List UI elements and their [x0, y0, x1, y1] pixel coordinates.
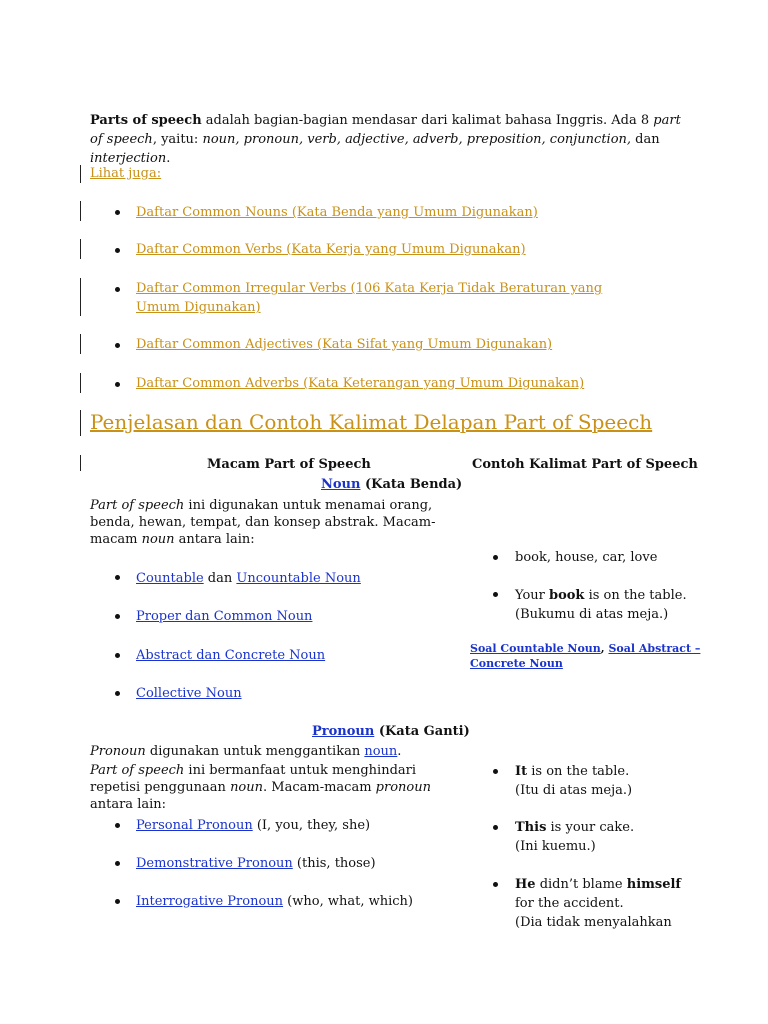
noun-item-countable	[136, 569, 361, 588]
table-header-col2: Contoh Kalimat Part of Speech	[472, 457, 698, 472]
see-also-item[interactable]: Daftar Common Adverbs (Kata Keterangan yang Umum Digunakan)	[136, 376, 585, 391]
pronoun-desc-text: .	[397, 744, 402, 759]
example-text: is on the table.	[527, 764, 630, 779]
bullet	[115, 823, 120, 828]
example-bold: He	[515, 877, 536, 892]
example-text: for the accident.	[515, 896, 624, 911]
countable-link[interactable]: Countable	[136, 571, 204, 586]
bullet	[493, 592, 498, 597]
pronoun-title-suffix: (Kata Ganti)	[374, 724, 470, 739]
pronoun-example-3	[515, 875, 715, 932]
section-heading[interactable]: Penjelasan dan Contoh Kalimat Delapan Part of Speech	[90, 410, 653, 434]
noun-title	[321, 477, 462, 492]
bullet	[115, 861, 120, 866]
noun-description	[90, 497, 450, 548]
pronoun-item-demonstrative	[136, 854, 376, 873]
bullet	[115, 210, 120, 215]
bullet	[115, 899, 120, 904]
intro-italic: interjection	[90, 151, 167, 166]
table-header-col1: Macam Part of Speech	[207, 457, 371, 472]
pronoun-title	[312, 724, 470, 739]
noun-desc-text: antara lain:	[174, 532, 255, 547]
intro-text: adalah bagian-bagian mendasar dari kalimat bahasa Inggris. Ada 8	[201, 113, 654, 128]
bullet	[115, 691, 120, 696]
bullet	[115, 575, 120, 580]
noun-desc-italic: noun	[141, 532, 175, 547]
margin-bar	[80, 410, 81, 436]
pronoun-desc-italic: pronoun	[375, 780, 431, 795]
pronoun-desc-text: digunakan untuk menggantikan	[145, 744, 365, 759]
noun-item-text: dan	[203, 571, 237, 586]
pronoun-desc-italic: Pronoun	[90, 744, 146, 759]
pronoun-example-1	[515, 762, 715, 800]
noun-title-suffix: (Kata Benda)	[360, 477, 463, 492]
personal-pronoun-link[interactable]: Personal Pronoun	[136, 818, 253, 833]
noun-inline-link[interactable]: noun	[364, 744, 398, 759]
soal-abstract-concrete-link[interactable]: Soal Abstract – Concrete Noun	[470, 642, 701, 670]
pronoun-desc-text: . Macam-macam	[263, 780, 376, 795]
noun-desc-text: ini digunakan untuk menamai orang, benda, hewan, tempat, dan konsep abstrak. Macam-macam	[90, 498, 436, 547]
margin-bar	[80, 373, 81, 393]
intro-text: , yaitu:	[152, 132, 203, 147]
noun-example-1: book, house, car, love	[515, 550, 658, 565]
margin-bar	[80, 278, 81, 316]
noun-link[interactable]: Noun	[321, 477, 361, 492]
example-bold: himself	[626, 877, 682, 892]
see-also-item[interactable]: Daftar Common Nouns (Kata Benda yang Umum Digunakan)	[136, 205, 538, 220]
pronoun-desc-italic: Part of speech	[90, 763, 185, 778]
pronoun-desc-text: ini bermanfaat untuk menghindari repetisi penggunaan	[90, 763, 417, 795]
example-text: Your	[515, 588, 549, 603]
pronoun-desc-text: antara lain:	[90, 797, 167, 812]
bullet	[493, 769, 498, 774]
example-translation: (Bukumu di atas meja.)	[515, 607, 669, 622]
collective-noun-link[interactable]: Collective Noun	[136, 686, 242, 701]
pronoun-item-interrogative	[136, 892, 413, 911]
example-bold: book	[549, 588, 585, 603]
bullet	[493, 882, 498, 887]
pronoun-item-text: (who, what, which)	[283, 894, 413, 909]
intro-italic: part of speech	[90, 113, 681, 147]
noun-exercise-links	[470, 641, 710, 671]
uncountable-noun-link[interactable]: Uncountable Noun	[236, 571, 361, 586]
bullet	[115, 248, 120, 253]
see-also-item[interactable]: Daftar Common Verbs (Kata Kerja yang Umum Digunakan)	[136, 242, 526, 257]
pronoun-line-1	[90, 743, 450, 760]
pronoun-example-2	[515, 818, 715, 856]
bullet	[115, 343, 120, 348]
pronoun-desc-italic: noun	[230, 780, 264, 795]
see-also-item[interactable]: Daftar Common Adjectives (Kata Sifat yang Umum Digunakan)	[136, 337, 553, 352]
intro-text: dan	[631, 132, 660, 147]
intro-paragraph	[90, 111, 690, 168]
intro-text: .	[166, 151, 171, 166]
example-translation: (Ini kuemu.)	[515, 839, 596, 854]
noun-desc-italic: Part of speech	[90, 498, 185, 513]
interrogative-pronoun-link[interactable]: Interrogative Pronoun	[136, 894, 284, 909]
example-bold: This	[515, 820, 547, 835]
abstract-concrete-noun-link[interactable]: Abstract dan Concrete Noun	[136, 648, 326, 663]
margin-bar	[80, 201, 81, 221]
example-bold: It	[515, 764, 528, 779]
see-also-item[interactable]: Daftar Common Irregular Verbs (106 Kata Kerja Tidak Beraturan yang Umum Digunakan)	[136, 281, 603, 315]
example-translation: (Dia tidak menyalahkan	[515, 915, 672, 930]
bullet	[115, 614, 120, 619]
margin-bar	[80, 165, 81, 183]
example-text: didn’t blame	[535, 877, 627, 892]
demonstrative-pronoun-link[interactable]: Demonstrative Pronoun	[136, 856, 293, 871]
example-text: is your cake.	[546, 820, 635, 835]
bullet	[493, 555, 498, 560]
margin-bar	[80, 455, 81, 471]
pronoun-item-personal	[136, 816, 370, 835]
pronoun-item-text: (this, those)	[292, 856, 376, 871]
pronoun-link[interactable]: Pronoun	[312, 724, 375, 739]
margin-bar	[80, 334, 81, 354]
intro-italic: noun, pronoun, verb, adjective, adverb, preposition, conjunction,	[202, 132, 632, 147]
separator: ,	[600, 642, 609, 655]
bullet	[493, 825, 498, 830]
proper-common-noun-link[interactable]: Proper dan Common Noun	[136, 609, 313, 624]
intro-bold: Parts of speech	[90, 113, 202, 128]
example-text: is on the table.	[584, 588, 687, 603]
pronoun-item-text: (I, you, they, she)	[252, 818, 371, 833]
pronoun-line-2	[90, 762, 450, 813]
bullet	[115, 382, 120, 387]
noun-example-2	[515, 586, 715, 624]
soal-countable-noun-link[interactable]: Soal Countable Noun	[470, 642, 601, 655]
example-translation: (Itu di atas meja.)	[515, 783, 633, 798]
bullet	[115, 653, 120, 658]
bullet	[115, 287, 120, 292]
margin-bar	[80, 239, 81, 259]
see-also-link[interactable]: Lihat juga:	[90, 166, 162, 181]
